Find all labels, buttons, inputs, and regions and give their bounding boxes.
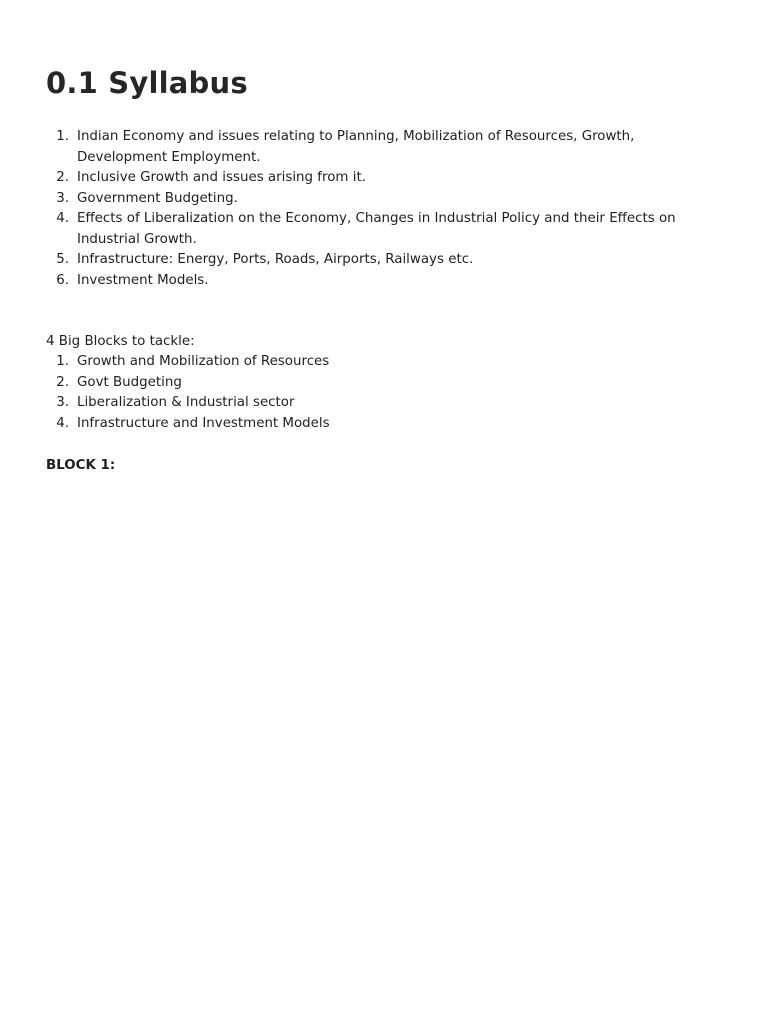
syllabus-list bbox=[46, 127, 716, 291]
list-item-number: 5. bbox=[56, 252, 69, 267]
list-item-number: 2. bbox=[56, 170, 69, 185]
list-item-number: 1. bbox=[56, 354, 69, 369]
list-item-text: Government Budgeting. bbox=[77, 190, 238, 206]
list-item bbox=[46, 127, 716, 168]
list-item-text: Infrastructure and Investment Models bbox=[77, 415, 330, 431]
list-item-text: Growth and Mobilization of Resources bbox=[77, 354, 330, 369]
list-item bbox=[46, 189, 716, 210]
list-item-text: Govt Budgeting bbox=[77, 374, 182, 390]
list-item-number: 3. bbox=[56, 190, 69, 206]
list-item-text: Infrastructure: Energy, Ports, Roads, Airports, Railways etc. bbox=[77, 252, 474, 267]
list-item bbox=[46, 414, 716, 435]
list-item-number: 1. bbox=[56, 129, 69, 144]
list-item bbox=[46, 168, 716, 189]
list-item-text: Inclusive Growth and issues arising from it. bbox=[77, 170, 366, 185]
list-item-number: 4. bbox=[56, 211, 69, 226]
list-item-text: Liberalization & Industrial sector bbox=[77, 395, 295, 410]
blocks-list bbox=[46, 352, 716, 434]
blocks-intro: 4 Big Blocks to tackle: bbox=[46, 334, 195, 349]
list-item bbox=[46, 373, 716, 394]
list-item bbox=[46, 209, 716, 250]
list-item bbox=[46, 352, 716, 373]
list-item-text: Investment Models. bbox=[77, 272, 209, 288]
block-heading: BLOCK 1: bbox=[46, 458, 116, 473]
list-item bbox=[46, 271, 716, 292]
section-title: 0.1 Syllabus bbox=[46, 66, 248, 100]
list-item-number: 6. bbox=[56, 272, 69, 288]
list-item-text: Effects of Liberalization on the Economy, Changes in Industrial Policy and their Effects on Industrial Growth. bbox=[77, 211, 676, 247]
list-item-number: 2. bbox=[56, 374, 69, 390]
list-item-number: 4. bbox=[56, 415, 69, 431]
list-item bbox=[46, 393, 716, 414]
list-item-number: 3. bbox=[56, 395, 69, 410]
list-item bbox=[46, 250, 716, 271]
list-item-text: Indian Economy and issues relating to Planning, Mobilization of Resources, Growth, Development Employment. bbox=[77, 129, 635, 165]
